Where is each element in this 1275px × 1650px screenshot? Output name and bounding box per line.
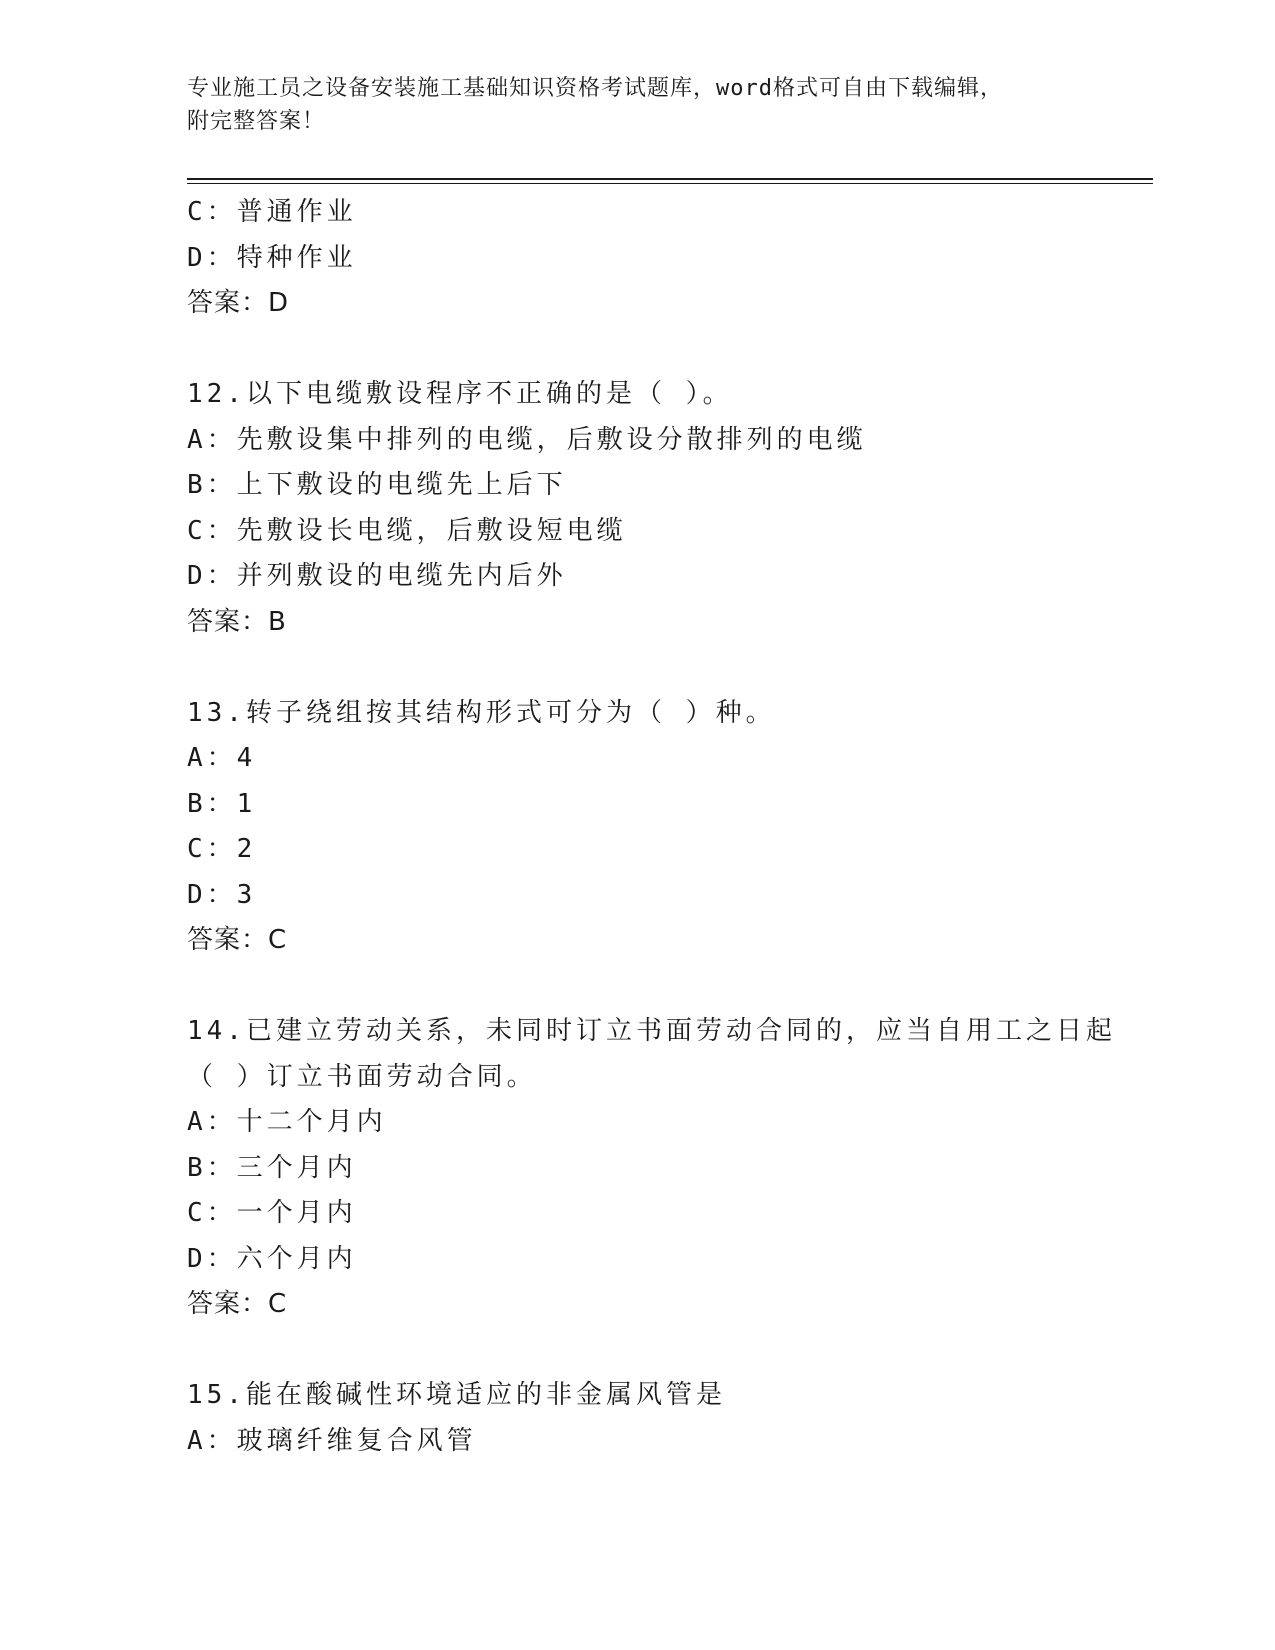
option-d: D：特种作业 (187, 242, 357, 273)
header-line-1: 专业施工员之设备安装施工基础知识资格考试题库，word格式可自由下载编辑， (187, 76, 1003, 101)
option-b: B：上下敷设的电缆先上后下 (187, 470, 567, 500)
option-a: A：玻璃纤维复合风管 (187, 1425, 477, 1456)
question-13 (187, 691, 1147, 964)
option-d: D：并列敷设的电缆先内后外 (187, 561, 567, 591)
answer-line: 答案：C (187, 925, 288, 955)
question-14 (187, 1009, 1147, 1328)
spacer (187, 645, 1147, 691)
header-line-2: 附完整答案！ (187, 109, 326, 134)
option-a: A：先敷设集中排列的电缆，后敷设分散排列的电缆 (187, 424, 867, 455)
option-a: A：十二个月内 (187, 1107, 387, 1137)
question-text-line-2: （ ）订立书面劳动合同。 (187, 1061, 537, 1092)
spacer (187, 327, 1147, 373)
option-b: B：三个月内 (187, 1152, 357, 1183)
answer-line: 答案：D (187, 288, 290, 318)
header-divider-thick (187, 178, 1153, 180)
question-12 (187, 372, 1147, 645)
option-c: C：一个月内 (187, 1198, 357, 1228)
question-15 (187, 1373, 1147, 1464)
question-11-tail (187, 190, 1147, 327)
spacer (187, 964, 1147, 1010)
option-d: D：3 (187, 879, 257, 910)
option-c: C：先敷设长电缆，后敷设短电缆 (187, 515, 627, 546)
document-header (187, 72, 1087, 138)
option-a: A：4 (187, 743, 257, 773)
question-text: 15.能在酸碱性环境适应的非金属风管是 (187, 1380, 726, 1410)
question-text-line-1: 14.已建立劳动关系，未同时订立书面劳动合同的，应当自用工之日起 (187, 1016, 1116, 1046)
header-divider-thin (187, 183, 1153, 184)
option-c: C：2 (187, 834, 257, 864)
option-b: B：1 (187, 788, 257, 819)
answer-line: 答案：C (187, 1289, 288, 1319)
option-c: C：普通作业 (187, 197, 357, 227)
question-text: 13.转子绕组按其结构形式可分为（ ）种。 (187, 697, 776, 728)
option-d: D：六个月内 (187, 1243, 357, 1274)
question-list (187, 190, 1147, 1464)
question-text: 12.以下电缆敷设程序不正确的是（ ）。 (187, 379, 733, 409)
answer-line: 答案：B (187, 606, 287, 637)
spacer (187, 1328, 1147, 1374)
